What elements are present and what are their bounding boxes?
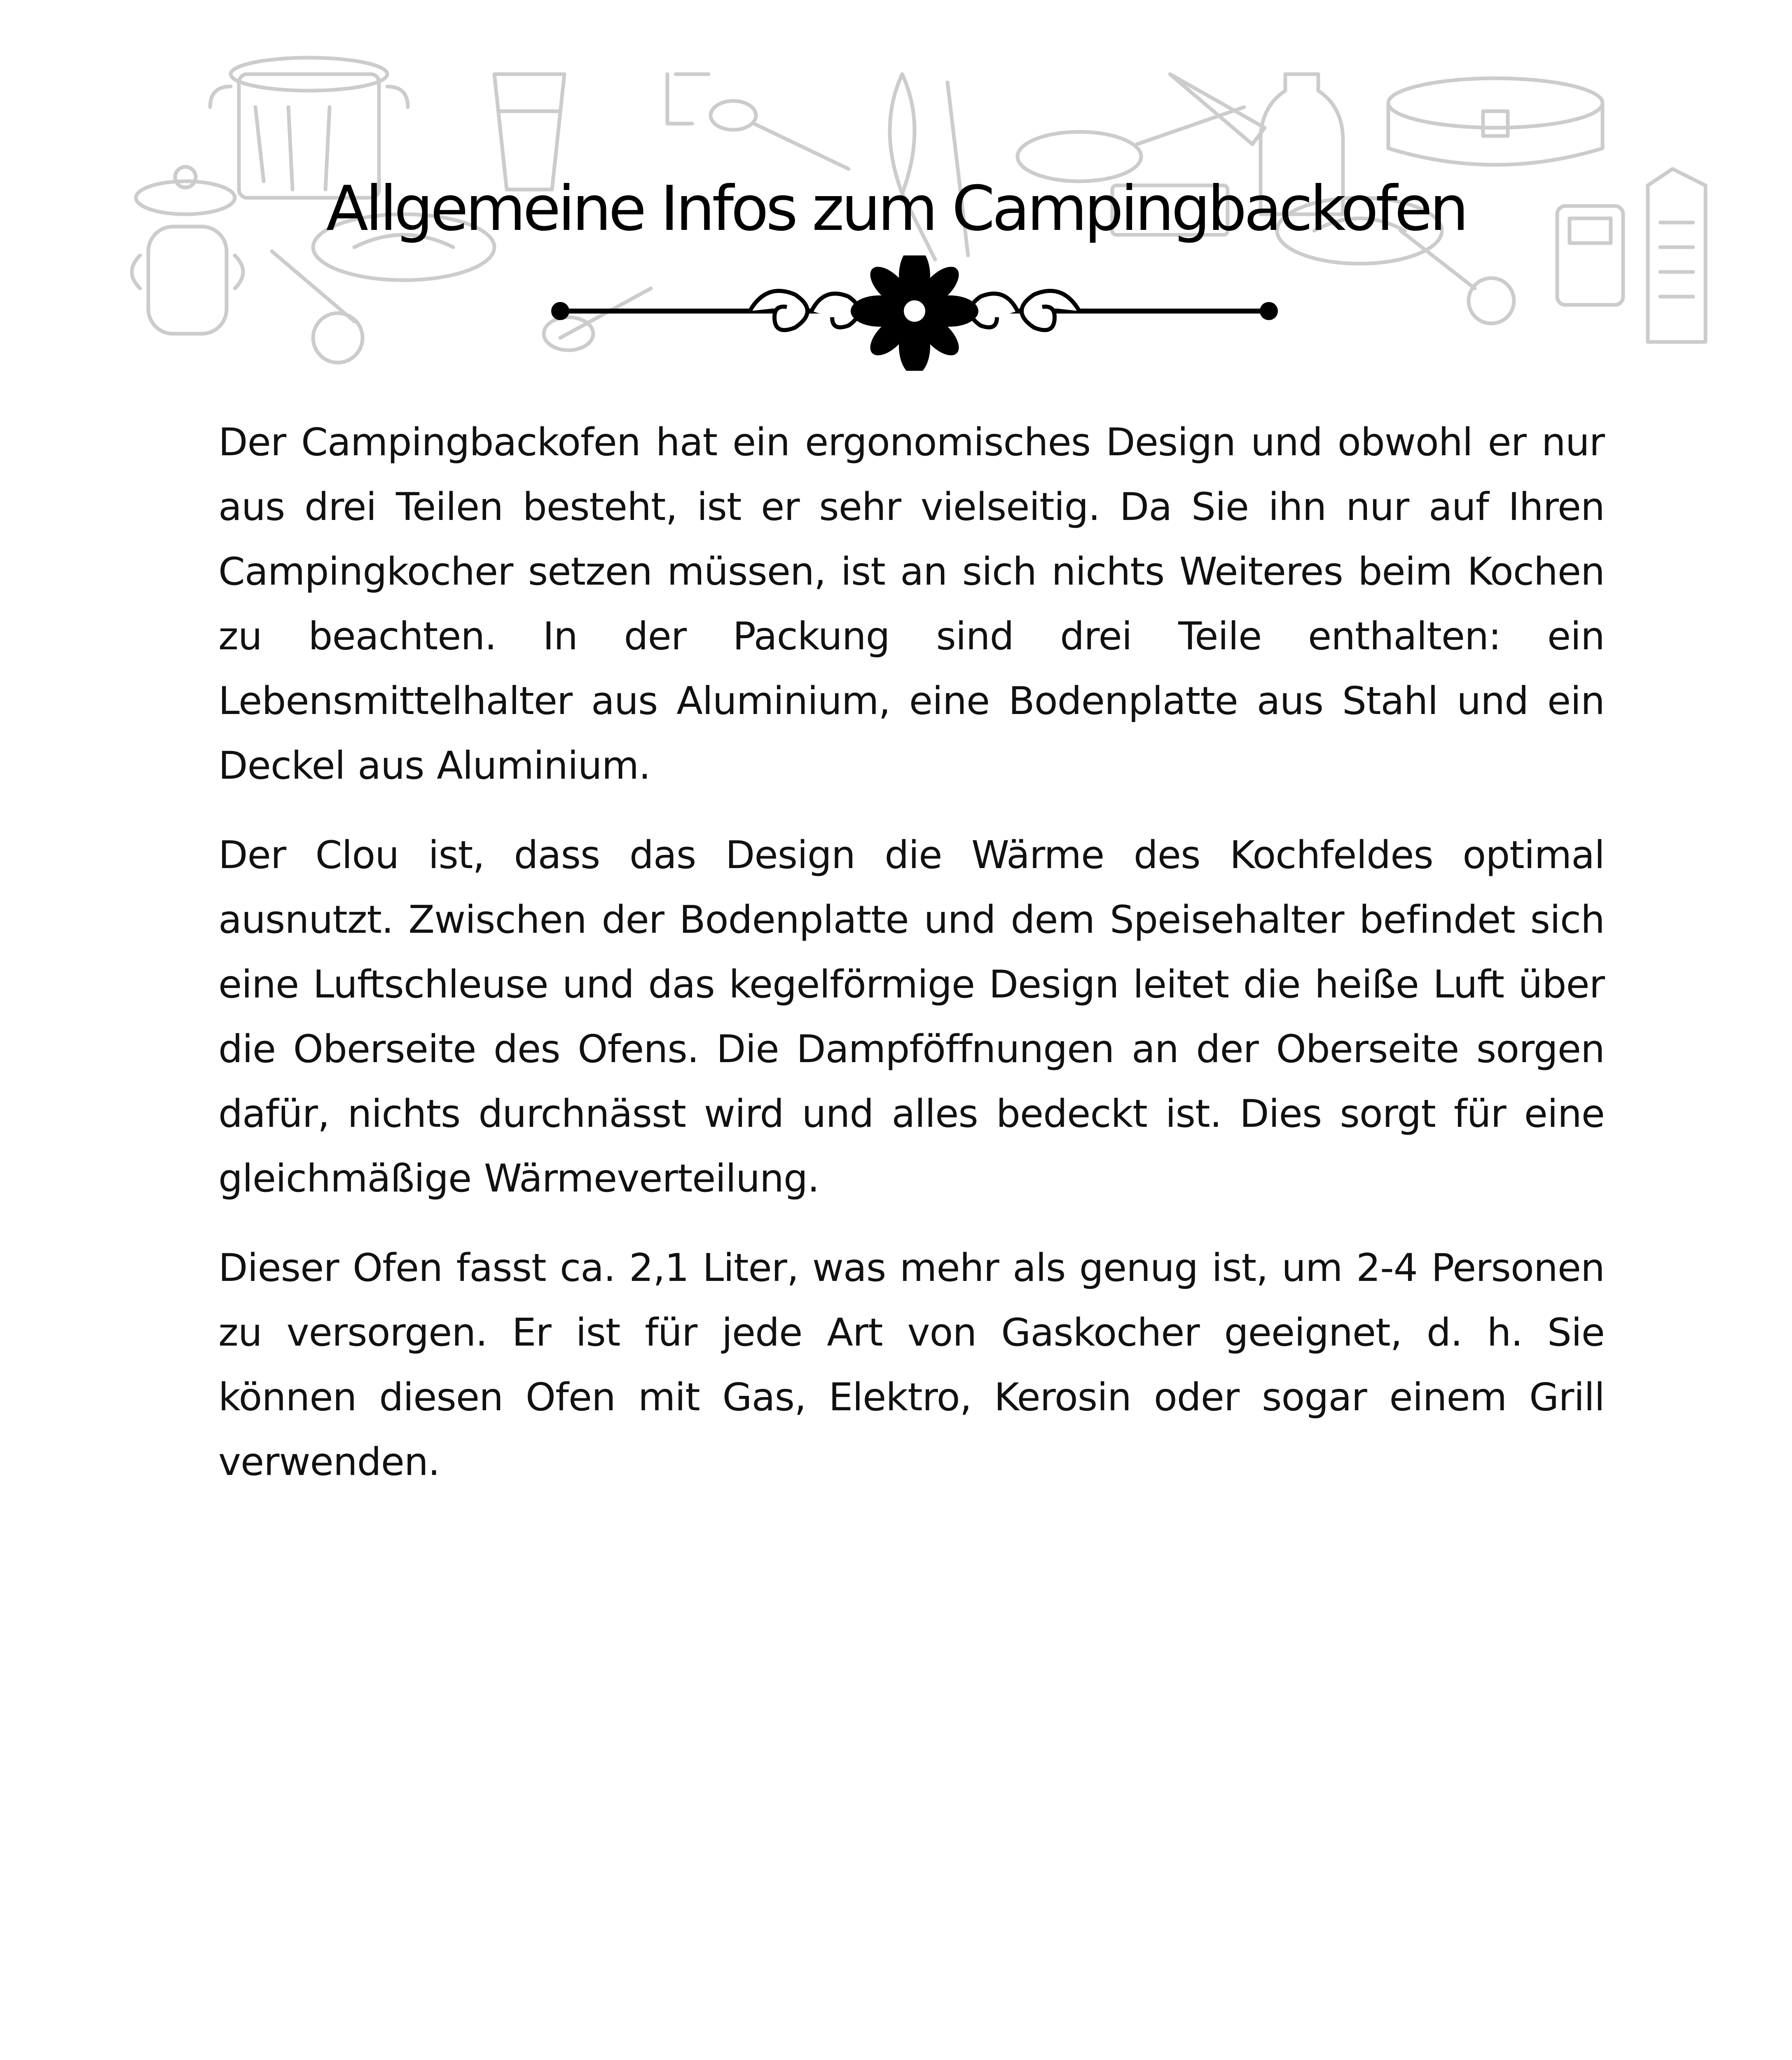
glass-icon (494, 74, 564, 190)
paragraph: Der Clou ist, dass das Design die Wärme des Kochfeldes optimal ausnutzt. Zwischen der Bodenplatte und dem Speisehalter befindet sich eine Luftschleuse und das kegelförmige Design leitet die heiße Luft über die Oberseite des Ofens. Die Dampföffnungen an der Oberseite sorgen dafür, nichts durchnässt wird und alles bedeckt ist. Dies sorgt für eine gleichmäßige Wärmeverteilung. (218, 833, 1605, 1201)
spoon-icon (667, 74, 849, 169)
body-text (218, 410, 1605, 1519)
knife-icon (1170, 74, 1265, 144)
paragraph: Der Campingbackofen hat ein ergonomisches Design und obwohl er nur aus drei Teilen besteht, ist er sehr vielseitig. Da Sie ihn nur auf Ihren Campingkocher setzen müssen, ist an sich nichts Weiteres beim Kochen zu beachten. In der Packung sind drei Teile enthalten: ein Lebensmittelhalter aus Aluminium, eine Bodenplatte aus Stahl und ein Deckel aus Aluminium. (218, 420, 1605, 788)
paragraph: Dieser Ofen fasst ca. 2,1 Liter, was mehr als genug ist, um 2-4 Personen zu versorgen. Er ist für jede Art von Gaskocher geeignet, d. h. Sie können diesen Ofen mit Gas, Elektro, Kerosin oder sogar einem Grill verwenden. (218, 1245, 1605, 1484)
cake-ring-icon (1388, 78, 1603, 165)
flourish-divider-icon (544, 255, 1285, 371)
page-title: Allgemeine Infos zum Campingbackofen (326, 173, 1466, 245)
